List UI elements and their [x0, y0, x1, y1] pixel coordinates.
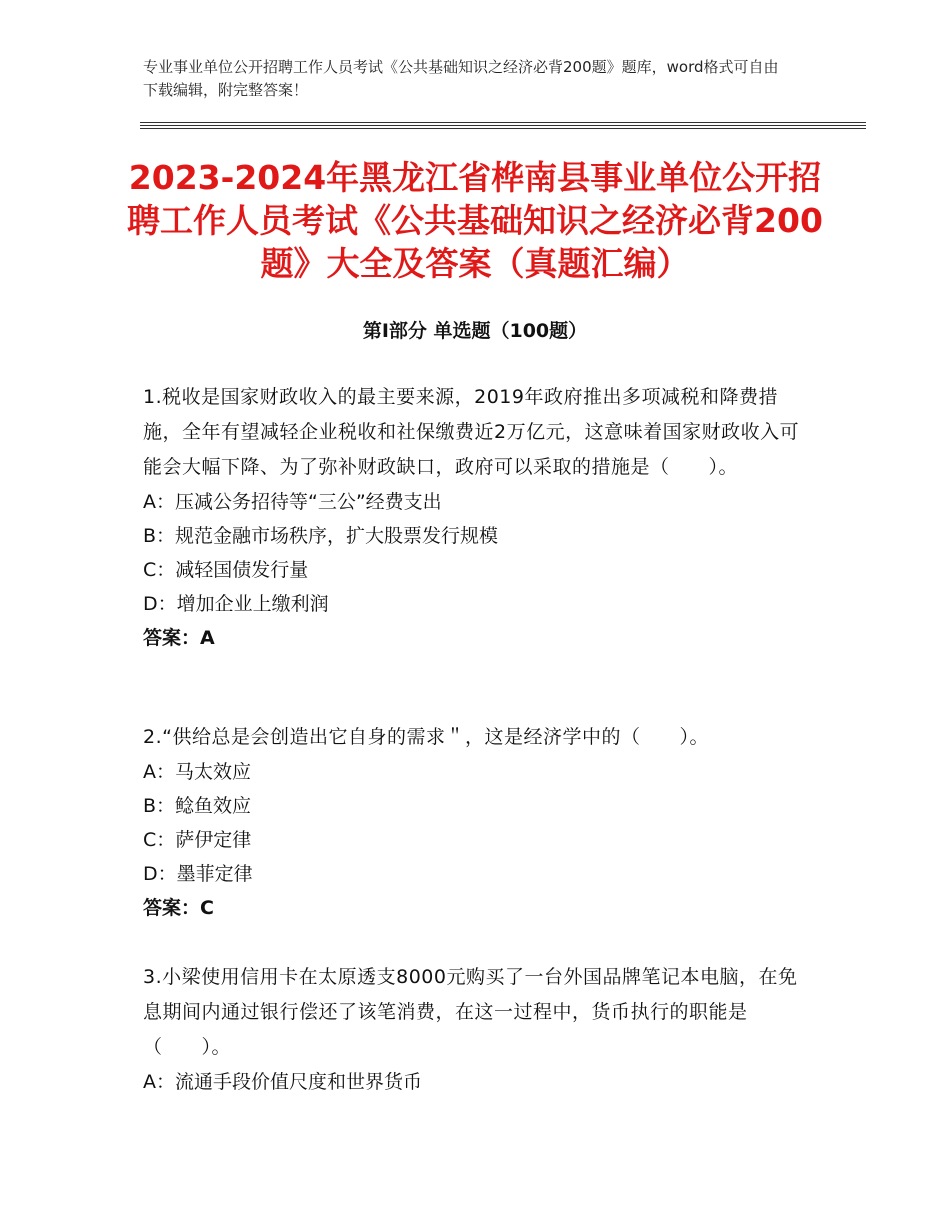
option-c: C：减轻国债发行量: [143, 559, 309, 581]
option-a: A：流通手段价值尺度和世界货币: [143, 1071, 422, 1093]
document-title: 2023-2024年黑龙江省桦南县事业单位公开招聘工作人员考试《公共基础知识之经济必背200题》大全及答案（真题汇编）: [127, 158, 823, 283]
header-divider: [140, 122, 866, 123]
option-c: C：萨伊定律: [143, 829, 252, 851]
header-divider: [140, 128, 866, 129]
option-d: D：增加企业上缴利润: [143, 593, 329, 615]
option-a: A：压减公务招待等“三公”经费支出: [143, 491, 442, 513]
answer-line: 答案：C: [143, 897, 214, 919]
question-block: [143, 720, 813, 925]
section-heading: 第Ⅰ部分 单选题（100题）: [362, 320, 588, 342]
header-note: 专业事业单位公开招聘工作人员考试《公共基础知识之经济必背200题》题库，word格式可自由下载编辑，附完整答案！: [143, 58, 779, 99]
answer-line: 答案：A: [143, 627, 215, 649]
question-stem: 2.“供给总是会创造出它自身的需求＂，这是经济学中的（ ）。: [143, 726, 709, 748]
option-a: A：马太效应: [143, 761, 251, 783]
question-block: [143, 960, 813, 1099]
option-d: D：墨菲定律: [143, 863, 253, 885]
question-stem: 3.小梁使用信用卡在太原透支8000元购买了一台外国品牌笔记本电脑，在免息期间内通过银行偿还了该笔消费，在这一过程中，货币执行的职能是（ ）。: [143, 966, 798, 1058]
option-b: B：规范金融市场秩序，扩大股票发行规模: [143, 525, 499, 547]
question-stem: 1.税收是国家财政收入的最主要来源，2019年政府推出多项减税和降费措施，全年有望减轻企业税收和社保缴费近2万亿元，这意味着国家财政收入可能会大幅下降、为了弥补财政缺口，政府可以采取的措施是（ ）。: [143, 386, 800, 478]
question-block: [143, 380, 813, 655]
header-divider: [140, 125, 866, 126]
option-b: B：鲶鱼效应: [143, 795, 252, 817]
